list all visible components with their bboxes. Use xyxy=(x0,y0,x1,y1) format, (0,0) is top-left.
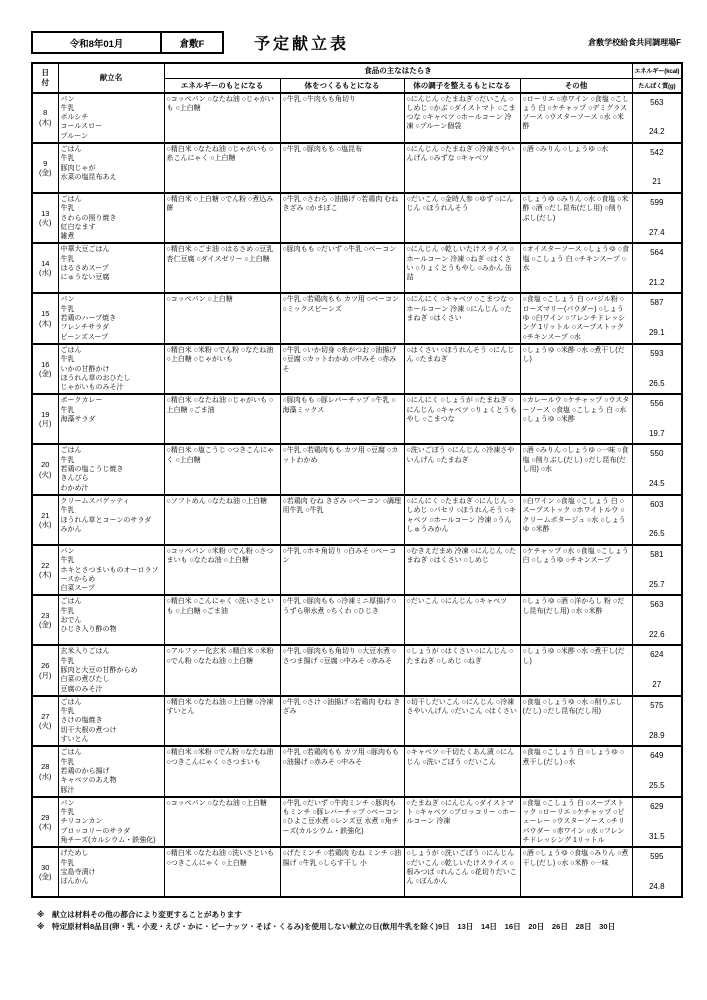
other-ingredients-cell: ○しょうゆ ○米酢 ○水 ○煮干し(だし) xyxy=(520,344,632,394)
nutrition-cell xyxy=(632,847,682,897)
nutrition-cell xyxy=(632,645,682,695)
table-row xyxy=(32,394,682,444)
menu-name-cell: ごはん 牛乳 さわらの照り焼き 紅白なます 雑煮 xyxy=(58,193,164,243)
energy-source-cell: ○精白米 ○上白糖 ○でん粉 ○煮込み餅 xyxy=(164,193,280,243)
col-header-kcal: エネルギー(kcal) xyxy=(632,63,682,78)
other-ingredients-cell: ○酒 ○みりん ○しょうゆ ○水 xyxy=(520,143,632,193)
body-building-cell: ○牛乳 ○豚肉もも ○冷凍ミニ厚揚げ ○うずら卵水煮 ○ちくわ ○ひじき xyxy=(280,595,404,645)
energy-source-cell: ○精白米 ○こんにゃく ○洗いさといも ○上白糖 ○ごま油 xyxy=(164,595,280,645)
date-cell: 29 (木) xyxy=(32,797,58,847)
body-building-cell: ○若鶏肉 むね きざみ ○ベーコン ○調理用牛乳 ○牛乳 xyxy=(280,495,404,545)
energy-source-cell: ○コッペパン ○なたね油 ○じゃがいも ○上白糖 xyxy=(164,93,280,143)
other-ingredients-cell: ○食塩 ○こしょう 白 ○スープストック ○ローリエ ○ケチャップ ○ピューレー ○ウスターソース ○チリパウダー ○赤ワイン ○水 ○フレンチドレッシング 1リットル xyxy=(520,797,632,847)
menu-name-cell: ごはん 牛乳 おでん ひじき入り酢の物 xyxy=(58,595,164,645)
kcal-value: 603 xyxy=(650,499,664,509)
nutrition-cell xyxy=(632,93,682,143)
body-building-cell: ○牛乳 ○牛肉もも角切り xyxy=(280,93,404,143)
nutrition-cell xyxy=(632,746,682,796)
date-cell: 27 (火) xyxy=(32,696,58,746)
nutrition-cell xyxy=(632,696,682,746)
condition-regulating-cell: ○にんじん ○乾しいたけスライス ○ホールコーン 冷凍 ○ねぎ ○はくさい ○りょくとうもやし ○みかん 缶詰 xyxy=(404,243,520,293)
table-row xyxy=(32,645,682,695)
protein-value: 19.7 xyxy=(648,428,665,438)
menu-name-cell: パン 牛乳 ホキとさつまいものオーロラソースからめ 白菜スープ xyxy=(58,545,164,595)
menu-name-cell: げためし 牛乳 宝島寺漬け ぽんかん xyxy=(58,847,164,897)
other-ingredients-cell: ○食塩 ○こしょう 白 ○しょうゆ ○煮干し(だし) ○水 xyxy=(520,746,632,796)
energy-source-cell: ○コッペパン ○なたね油 ○上白糖 xyxy=(164,797,280,847)
nutrition-cell xyxy=(632,293,682,343)
protein-value: 24.5 xyxy=(648,479,665,489)
kcal-value: 556 xyxy=(650,399,664,409)
date-cell: 14 (水) xyxy=(32,243,58,293)
menu-name-cell: パン 牛乳 チリコンカン ブロッコリーのサラダ 角チーズ(カルシウム・鉄強化) xyxy=(58,797,164,847)
table-row xyxy=(32,847,682,897)
menu-name-cell: ごはん 牛乳 いかの甘酢かけ ほうれん草のおひたし じゃがいものみそ汁 xyxy=(58,344,164,394)
energy-source-cell: ○精白米 ○なたね油 ○上白糖 ○冷凍すいとん xyxy=(164,696,280,746)
condition-regulating-cell: ○にんじん ○たまねぎ ○だいこん ○しめじ ○かぶ ○ダイストマト ○こまつな ○キャベツ ○ホールコーン 冷凍 ○プルーン個袋 xyxy=(404,93,520,143)
date-cell: 8 (木) xyxy=(32,93,58,143)
protein-value: 28.9 xyxy=(648,730,665,740)
protein-value: 26.5 xyxy=(648,529,665,539)
protein-value: 25.5 xyxy=(648,781,665,791)
kcal-value: 649 xyxy=(650,751,664,761)
energy-source-cell: ○精白米 ○米粉 ○でん粉 ○なたね油 ○つきこんにゃく ○さつまいも xyxy=(164,746,280,796)
other-ingredients-cell: ○しょうゆ ○みりん ○水 ○食塩 ○米酢 ○酒 ○だし昆布(だし用) ○削りぶし(だし) xyxy=(520,193,632,243)
condition-regulating-cell: ○にんにく ○キャベツ ○こまつな ○ホールコーン 冷凍 ○にんじん ○たまねぎ ○はくさい xyxy=(404,293,520,343)
other-ingredients-cell: ○食塩 ○こしょう 白 ○バジル粉 ○ローズマリー(パウダー) ○しょうゆ ○白ワイン ○フレンチドレッシング 1リットル ○スープストック ○チキンスープ ○水 xyxy=(520,293,632,343)
nutrition-cell xyxy=(632,495,682,545)
table-row xyxy=(32,344,682,394)
condition-regulating-cell: ○にんじん ○たまねぎ ○冷凍さやいんげん ○みずな ○キャベツ xyxy=(404,143,520,193)
condition-regulating-cell: ○しょうが ○はくさい ○にんじん ○たまねぎ ○しめじ ○ねぎ xyxy=(404,645,520,695)
kcal-value: 587 xyxy=(650,298,664,308)
energy-source-cell: ○精白米 ○米粉 ○でん粉 ○なたね油 ○上白糖 ○じゃがいも xyxy=(164,344,280,394)
month-box: 令和8年01月 xyxy=(31,31,162,54)
col-header-protein: たんぱく質(g) xyxy=(632,78,682,93)
other-ingredients-cell: ○ローリエ ○赤ワイン ○食塩 ○こしょう 白 ○ケチャップ ○デミグラスソース ○ウスターソース ○水 ○米酢 xyxy=(520,93,632,143)
other-ingredients-cell: ○白ワイン ○食塩 ○こしょう 白 ○スープストック ○ホワイトルウ ○クリームポタージュ ○水 ○しょうゆ ○米酢 xyxy=(520,495,632,545)
menu-table-body xyxy=(32,93,682,898)
menu-name-cell: パン 牛乳 若鶏のハーブ焼き フレンチサラダ ビーンズスープ xyxy=(58,293,164,343)
col-header-function-group: 食品の主なはたらき xyxy=(164,63,632,78)
menu-name-cell: 中華大豆ごはん 牛乳 はるさめスープ にゅうない豆腐 xyxy=(58,243,164,293)
nutrition-cell xyxy=(632,394,682,444)
kcal-value: 542 xyxy=(650,147,664,157)
other-ingredients-cell: ○食塩 ○しょうゆ ○水 ○削りぶし(だし) ○だし昆布(だし用) xyxy=(520,696,632,746)
menu-name-cell: ごはん 牛乳 若鶏のから揚げ キャベツのあえ物 豚汁 xyxy=(58,746,164,796)
condition-regulating-cell: ○にんにく ○しょうが ○たまねぎ ○にんじん ○キャベツ ○りょくとうもやし ○こまつな xyxy=(404,394,520,444)
energy-source-cell: ○コッペパン ○上白糖 xyxy=(164,293,280,343)
menu-name-cell: ポークカレー 牛乳 海藻サラダ xyxy=(58,394,164,444)
protein-value: 27 xyxy=(652,680,662,690)
protein-value: 24.2 xyxy=(648,127,665,137)
col-header-body: 体をつくるもとになる xyxy=(280,78,404,93)
protein-value: 21 xyxy=(652,177,662,187)
facility-name: 倉敷学校給食共同調理場F xyxy=(588,38,681,47)
menu-table-head xyxy=(32,63,682,93)
body-building-cell: ○豚肉もも ○豚レバーチップ ○牛乳 ○海藻ミックス xyxy=(280,394,404,444)
other-ingredients-cell: ○酒 ○みりん ○しょうゆ ○一味 ○食塩 ○削りぶし(だし) ○だし昆布(だし用) ○水 xyxy=(520,444,632,494)
nutrition-cell xyxy=(632,344,682,394)
protein-value: 31.5 xyxy=(648,831,665,841)
menu-name-cell: 玄米入りごはん 牛乳 豚肉と大豆の甘酢からめ 白菜の煮びたし 豆腐のみそ汁 xyxy=(58,645,164,695)
energy-source-cell: ○精白米 ○なたね油 ○じゃがいも ○糸こんにゃく ○上白糖 xyxy=(164,143,280,193)
date-cell: 22 (木) xyxy=(32,545,58,595)
table-row xyxy=(32,143,682,193)
nutrition-cell xyxy=(632,243,682,293)
document-header xyxy=(31,30,681,55)
kcal-value: 563 xyxy=(650,600,664,610)
kcal-value: 595 xyxy=(650,852,664,862)
other-ingredients-cell: ○ケチャップ ○水 ○食塩 ○こしょう 白 ○しょうゆ ○チキンスープ xyxy=(520,545,632,595)
nutrition-cell xyxy=(632,193,682,243)
kcal-value: 581 xyxy=(650,549,664,559)
body-building-cell: ○牛乳 ○さわら ○油揚げ ○若鶏肉 むね きざみ ○かまぼこ xyxy=(280,193,404,243)
protein-value: 29.1 xyxy=(648,328,665,338)
other-ingredients-cell: ○酒 ○しょうゆ ○食塩 ○みりん ○煮干し(だし) ○水 ○米酢 ○一味 xyxy=(520,847,632,897)
body-building-cell: ○牛乳 ○いか切身 ○糸がつお ○油揚げ ○豆腐 ○カットわかめ ○中みそ ○赤みそ xyxy=(280,344,404,394)
date-cell: 28 (水) xyxy=(32,746,58,796)
table-row xyxy=(32,293,682,343)
col-header-date: 日付 xyxy=(32,63,58,93)
col-header-other: その他 xyxy=(520,78,632,93)
table-row xyxy=(32,444,682,494)
menu-name-cell: ごはん 牛乳 さけの塩焼き 切干大根の煮つけ すいとん xyxy=(58,696,164,746)
date-cell: 15 (木) xyxy=(32,293,58,343)
energy-source-cell: ○精白米 ○なたね油 ○洗いさといも ○つきこんにゃく ○上白糖 xyxy=(164,847,280,897)
condition-regulating-cell: ○はくさい ○ほうれんそう ○にんじん ○たまねぎ xyxy=(404,344,520,394)
kcal-value: 624 xyxy=(650,650,664,660)
date-cell: 16 (金) xyxy=(32,344,58,394)
body-building-cell: ○牛乳 ○さけ ○油揚げ ○若鶏肉 むね きざみ xyxy=(280,696,404,746)
kcal-value: 550 xyxy=(650,449,664,459)
table-row xyxy=(32,595,682,645)
table-row xyxy=(32,696,682,746)
table-row xyxy=(32,545,682,595)
table-row xyxy=(32,243,682,293)
menu-name-cell: クリームスパゲッティ 牛乳 ほうれん草とコーンのサラダ みかん xyxy=(58,495,164,545)
col-header-menu: 献立名 xyxy=(58,63,164,93)
other-ingredients-cell: ○しょうゆ ○酒 ○洋からし 粉 ○だし昆布(だし用) ○水 ○米酢 xyxy=(520,595,632,645)
condition-regulating-cell: ○キャベツ ○千切たくあん漬 ○にんじん ○洗いごぼう ○だいこん xyxy=(404,746,520,796)
table-row xyxy=(32,746,682,796)
other-ingredients-cell: ○カレールウ ○ケチャップ ○ウスターソース ○食塩 ○こしょう 白 ○水 ○しょうゆ ○米酢 xyxy=(520,394,632,444)
date-cell: 19 (月) xyxy=(32,394,58,444)
body-building-cell: ○牛乳 ○豚肉もも角切り ○大豆水煮 ○さつま揚げ ○豆腐 ○中みそ ○赤みそ xyxy=(280,645,404,695)
page-title: 予定献立表 xyxy=(254,36,350,53)
energy-source-cell: ○コッペパン ○米粉 ○でん粉 ○さつまいも ○なたね油 ○上白糖 xyxy=(164,545,280,595)
kcal-value: 564 xyxy=(650,248,664,258)
condition-regulating-cell: ○洗いごぼう ○にんじん ○冷凍さやいんげん ○たまねぎ xyxy=(404,444,520,494)
kcal-value: 629 xyxy=(650,801,664,811)
nutrition-cell xyxy=(632,545,682,595)
energy-source-cell: ○精白米 ○なたね油 ○じゃがいも ○上白糖 ○ごま油 xyxy=(164,394,280,444)
body-building-cell: ○牛乳 ○若鶏肉もも カツ用 ○ベーコン ○ミックスビーンズ xyxy=(280,293,404,343)
table-row xyxy=(32,495,682,545)
school-code-box: 倉敷F xyxy=(160,31,224,54)
condition-regulating-cell: ○だいこん ○金時人参 ○ゆず ○にんじん ○ほうれんそう xyxy=(404,193,520,243)
condition-regulating-cell: ○たまねぎ ○にんじん ○ダイストマト ○キャベツ ○ブロッコリー ○ホールコーン 冷凍 xyxy=(404,797,520,847)
energy-source-cell: ○アルファー化玄米 ○精白米 ○米粉 ○でん粉 ○なたね油 ○上白糖 xyxy=(164,645,280,695)
nutrition-cell xyxy=(632,797,682,847)
footnote-change-notice: ※ 献立は材料その他の都合により変更することがあります xyxy=(37,910,242,920)
condition-regulating-cell: ○むきえだまめ 冷凍 ○にんじん ○たまねぎ ○はくさい ○しめじ xyxy=(404,545,520,595)
kcal-value: 599 xyxy=(650,197,664,207)
date-cell: 9 (金) xyxy=(32,143,58,193)
other-ingredients-cell: ○しょうゆ ○米酢 ○水 ○煮干し(だし) xyxy=(520,645,632,695)
nutrition-cell xyxy=(632,595,682,645)
col-header-energy: エネルギーのもとになる xyxy=(164,78,280,93)
footnotes xyxy=(31,909,681,933)
table-row xyxy=(32,797,682,847)
condition-regulating-cell: ○だいこん ○にんじん ○キャベツ xyxy=(404,595,520,645)
kcal-value: 575 xyxy=(650,700,664,710)
protein-value: 24.8 xyxy=(648,881,665,891)
energy-source-cell: ○ソフトめん ○なたね油 ○上白糖 xyxy=(164,495,280,545)
date-cell: 26 (月) xyxy=(32,645,58,695)
nutrition-cell xyxy=(632,444,682,494)
protein-value: 27.4 xyxy=(648,227,665,237)
date-cell: 20 (火) xyxy=(32,444,58,494)
nutrition-cell xyxy=(632,143,682,193)
other-ingredients-cell: ○オイスターソース ○しょうゆ ○食塩 ○こしょう 白 ○チキンスープ ○水 xyxy=(520,243,632,293)
menu-name-cell: ごはん 牛乳 豚肉じゃが 水菜の塩昆布あえ xyxy=(58,143,164,193)
body-building-cell: ○牛乳 ○豚肉もも ○塩昆布 xyxy=(280,143,404,193)
body-building-cell: ○牛乳 ○だいず ○牛肉ミンチ ○豚肉ももミンチ ○豚レバーチップ ○ベーコン ○ひよこ豆水煮 ○レンズ豆 水煮 ○角チーズ(カルシウム・鉄強化) xyxy=(280,797,404,847)
kcal-value: 563 xyxy=(650,97,664,107)
col-header-regulate: 体の調子を整えるもとになる xyxy=(404,78,520,93)
menu-name-cell: パン 牛乳 ボルシチ コールスロー プルーン xyxy=(58,93,164,143)
kcal-value: 593 xyxy=(650,348,664,358)
table-row xyxy=(32,93,682,143)
date-cell: 30 (金) xyxy=(32,847,58,897)
body-building-cell: ○げたミンチ ○若鶏肉 むね ミンチ ○油揚げ ○牛乳 ○しらす干し 小 xyxy=(280,847,404,897)
menu-table xyxy=(31,62,683,898)
body-building-cell: ○牛乳 ○若鶏肉もも カツ用 ○豆腐 ○カットわかめ xyxy=(280,444,404,494)
condition-regulating-cell: ○にんにく ○たまねぎ ○にんじん ○しめじ ○パセリ ○ほうれんそう ○キャベツ ○ホールコーン 冷凍 ○うんしゅうみかん xyxy=(404,495,520,545)
body-building-cell: ○牛乳 ○若鶏肉もも カツ用 ○豚肉もも ○油揚げ ○赤みそ ○中みそ xyxy=(280,746,404,796)
protein-value: 26.5 xyxy=(648,378,665,388)
condition-regulating-cell: ○しょうが ○洗いごぼう ○にんじん ○だいこん ○乾しいたけスライス ○根みつば ○れんこん ○花切りだいこん ○ぽんかん xyxy=(404,847,520,897)
protein-value: 21.2 xyxy=(648,277,665,287)
energy-source-cell: ○精白米 ○ごま油 ○はるさめ ○豆乳杏仁豆腐 ○ダイスゼリー ○上白糖 xyxy=(164,243,280,293)
footnote-allergen-notice: ※ 特定原材料8品目(卵・乳・小麦・えび・かに・ピーナッツ・そば・くるみ)を使用しない献立の日(飲用牛乳を除く)9日 13日 14日 16日 20日 26日 28日 30日 xyxy=(37,922,616,932)
body-building-cell: ○豚肉もも ○だいず ○牛乳 ○ベーコン xyxy=(280,243,404,293)
date-cell: 13 (火) xyxy=(32,193,58,243)
protein-value: 22.6 xyxy=(648,629,665,639)
body-building-cell: ○牛乳 ○ホキ角切り ○白みそ ○ベーコン xyxy=(280,545,404,595)
menu-name-cell: ごはん 牛乳 若鶏の塩こうじ焼き きんぴら わかめ汁 xyxy=(58,444,164,494)
table-row xyxy=(32,193,682,243)
condition-regulating-cell: ○切干しだいこん ○にんじん ○冷凍さやいんげん ○だいこん ○はくさい xyxy=(404,696,520,746)
energy-source-cell: ○精白米 ○塩こうじ ○つきこんにゃく ○上白糖 xyxy=(164,444,280,494)
date-cell: 21 (水) xyxy=(32,495,58,545)
date-cell: 23 (金) xyxy=(32,595,58,645)
protein-value: 25.7 xyxy=(648,579,665,589)
